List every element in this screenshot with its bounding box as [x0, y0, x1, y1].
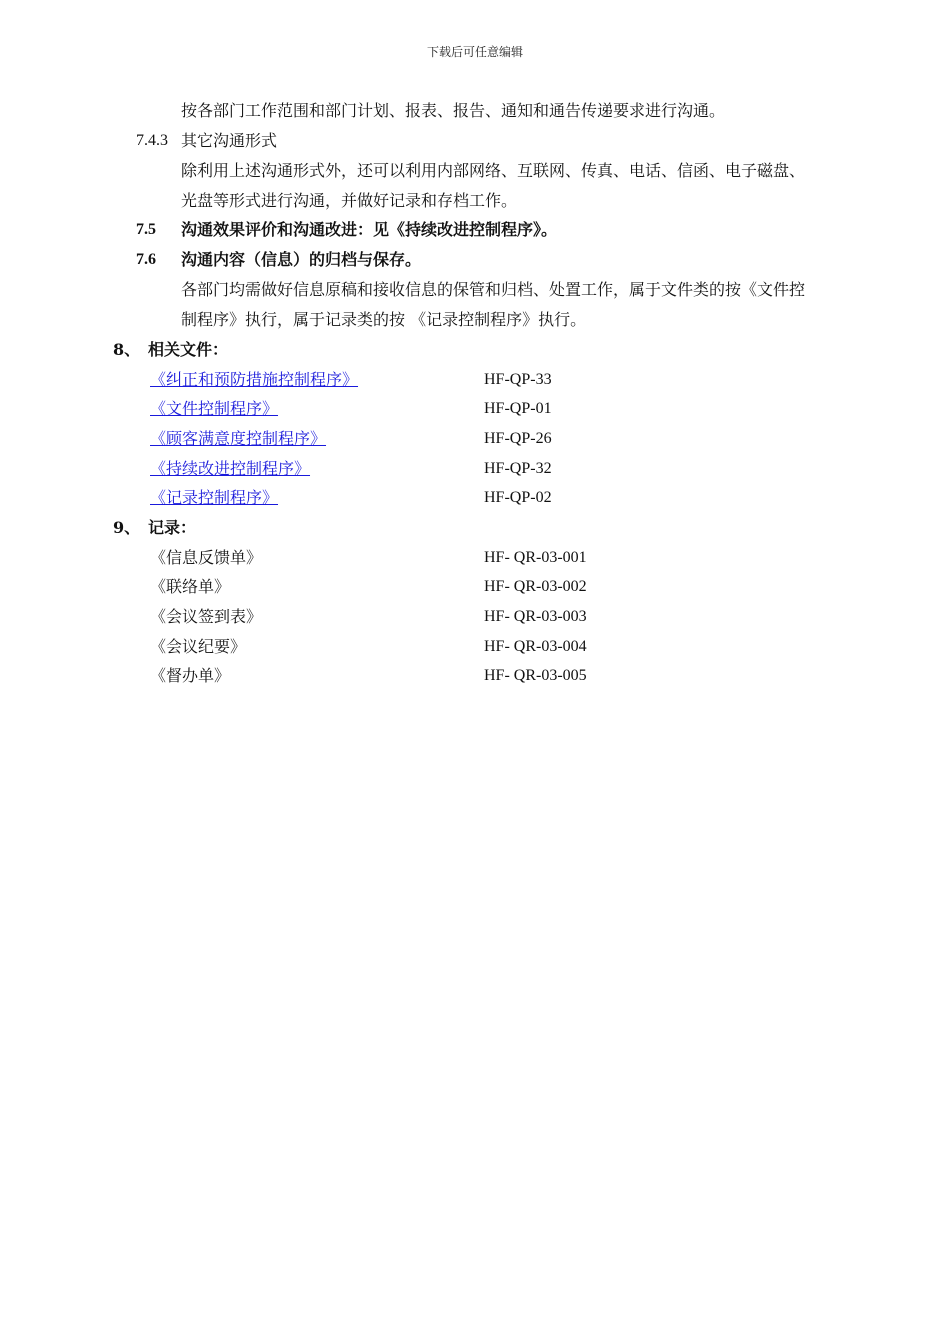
- section-number: 7.5: [136, 221, 156, 238]
- record-code: HF- QR-03-003: [484, 608, 587, 625]
- record-code: HF- QR-03-001: [484, 549, 587, 566]
- section-number: 9、: [113, 518, 141, 537]
- section-number: 7.6: [136, 251, 156, 268]
- list-item: [150, 399, 278, 419]
- doc-link[interactable]: 《纠正和预防措施控制程序》: [150, 370, 359, 389]
- record-name: 《信息反馈单》: [150, 548, 263, 567]
- record-name: 《联络单》: [150, 577, 231, 596]
- doc-code: HF-QP-33: [484, 371, 552, 388]
- record-code: HF- QR-03-005: [484, 667, 587, 684]
- paragraph-text: 制程序》执行，属于记录类的按 《记录控制程序》执行。: [181, 310, 587, 329]
- record-name: 《会议纪要》: [150, 637, 247, 656]
- doc-link[interactable]: 《持续改进控制程序》: [150, 459, 311, 478]
- list-item: [150, 370, 358, 390]
- doc-code: HF-QP-01: [484, 400, 552, 417]
- record-code: HF- QR-03-002: [484, 578, 587, 595]
- section-title: 记录：: [148, 518, 197, 537]
- doc-link[interactable]: 《文件控制程序》: [150, 399, 279, 418]
- record-name: 《会议签到表》: [150, 607, 263, 626]
- doc-code: HF-QP-26: [484, 430, 552, 447]
- page-header: 下载后可任意编辑: [426, 45, 523, 59]
- doc-code: HF-QP-02: [484, 489, 552, 506]
- paragraph-text: 按各部门工作范围和部门计划、报表、报告、通知和通告传递要求进行沟通。: [181, 101, 726, 120]
- record-code: HF- QR-03-004: [484, 638, 587, 655]
- paragraph-text: 光盘等形式进行沟通，并做好记录和存档工作。: [181, 191, 518, 210]
- paragraph-text: 各部门均需做好信息原稿和接收信息的保管和归档、处置工作，属于文件类的按《文件控: [181, 280, 806, 299]
- section-title: 相关文件：: [148, 340, 229, 359]
- doc-link[interactable]: 《顾客满意度控制程序》: [150, 429, 327, 448]
- section-number: 7.4.3: [136, 132, 168, 149]
- doc-link[interactable]: 《记录控制程序》: [150, 488, 279, 507]
- section-title: 沟通内容（信息）的归档与保存。: [181, 250, 422, 269]
- list-item: [150, 459, 310, 479]
- section-title: 沟通效果评价和沟通改进：见《持续改进控制程序》。: [181, 220, 558, 239]
- list-item: [150, 429, 326, 449]
- record-name: 《督办单》: [150, 666, 231, 685]
- section-title: 其它沟通形式: [181, 131, 278, 150]
- doc-code: HF-QP-32: [484, 460, 552, 477]
- list-item: [150, 488, 278, 508]
- section-number: 8、: [113, 340, 141, 359]
- paragraph-text: 除利用上述沟通形式外，还可以利用内部网络、互联网、传真、电话、信函、电子磁盘、: [181, 161, 806, 180]
